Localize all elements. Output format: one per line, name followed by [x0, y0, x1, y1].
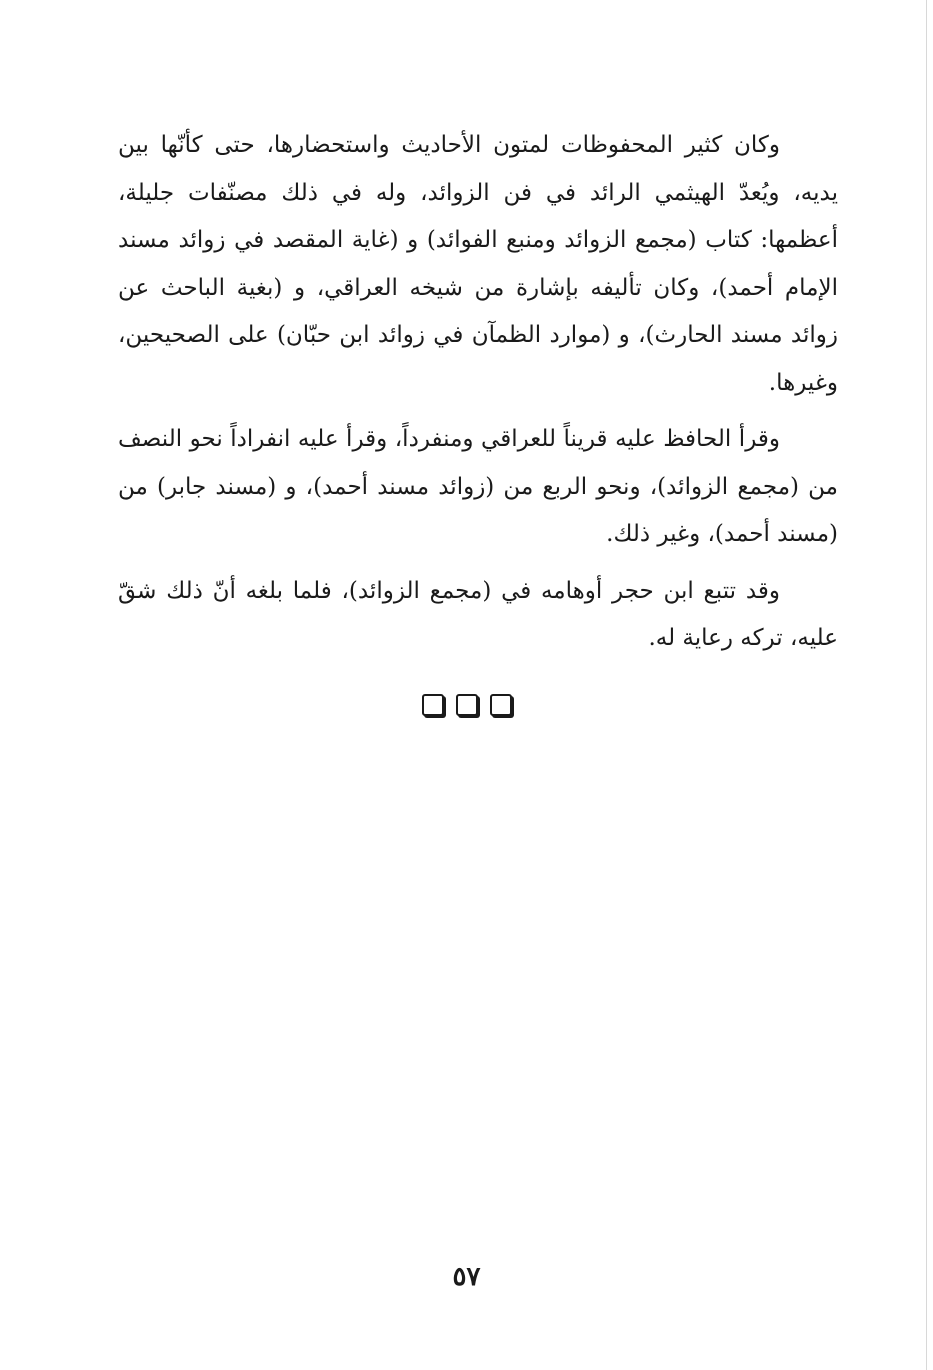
paragraph-2: وقرأ الحافظ عليه قريناً للعراقي ومنفرداً، وقرأ عليه انفراداً نحو النصف من (مجمع الزوائد)، ونحو الربع من (زوائد مسند أحمد)، و (مسند جابر) من (مسند أحمد)، وغير ذلك.: [118, 426, 838, 547]
scan-edge-line: [926, 0, 927, 1370]
page-number: ٥٧: [452, 1262, 481, 1292]
paragraph-1: وكان كثير المحفوظات لمتون الأحاديث واستحضارها، حتى كأنّها بين يديه، ويُعدّ الهيثمي الرائد في فن الزوائد، وله في ذلك مصنّفات جليلة، أعظمها: كتاب (مجمع الزوائد ومنبع الفوائد) و (غاية المقصد في زوائد مسند الإمام أحمد)، وكان تأليفه بإشارة من شيخه العراقي، و (بغية الباحث عن زوائد مسند الحارث)، و (موارد الظمآن في زوائد ابن حبّان) على الصحيحين، وغيرها.: [118, 132, 838, 396]
section-divider-ornament: [0, 694, 933, 716]
square-box-icon: [422, 694, 444, 716]
paragraph-3: وقد تتبع ابن حجر أوهامه في (مجمع الزوائد)، فلما بلغه أنّ ذلك شقّ عليه، تركه رعاية له.: [118, 577, 838, 651]
square-box-icon: [456, 694, 478, 716]
square-box-icon: [490, 694, 512, 716]
body-text: [118, 122, 838, 672]
